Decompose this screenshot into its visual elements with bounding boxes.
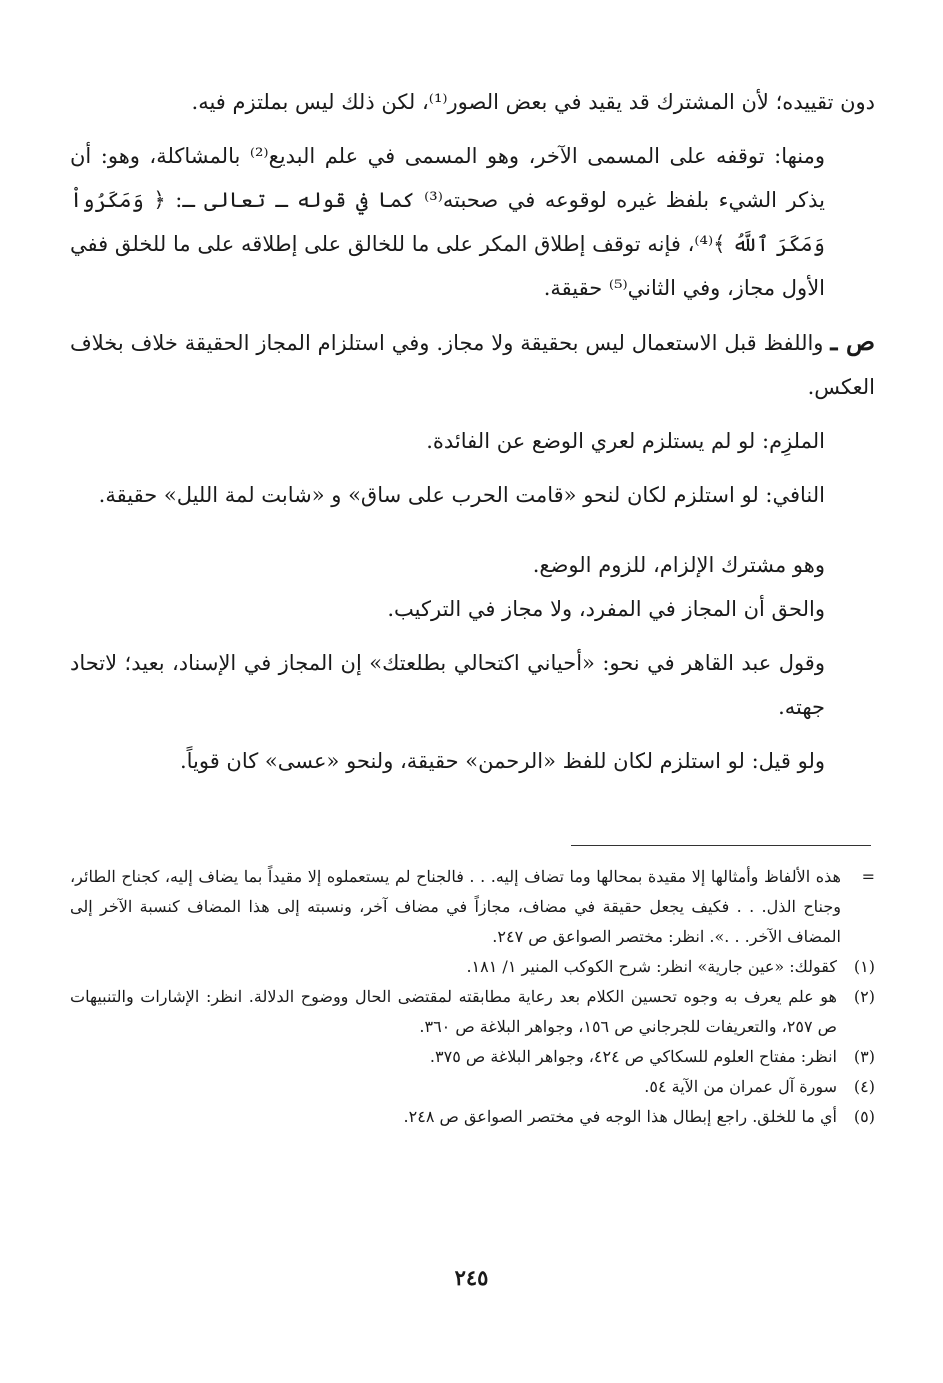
footnote-number: (٣) — [853, 1047, 875, 1066]
footnote-text: أي ما للخلق. راجع إبطال هذا الوجه في مختصر الصواعق ص ٢٤٨. — [403, 1107, 837, 1126]
footnote-continuation — [70, 862, 875, 952]
footnote-text: هو علم يعرف به وجوه تحسين الكلام بعد رعاية مطابقته لمقتضى الحال ووضوح الدلالة. انظر: الإشارات والتنبيهات ص ٢٥٧، والتعريفات للجرجاني ص ١٥٦، وجواهر البلاغة ص ٣٦٠. — [70, 987, 837, 1036]
paragraph-6: وهو مشترك الإلزام، للزوم الوضع. — [532, 553, 825, 577]
continuation-text: هذه الألفاظ وأمثالها إلا مقيدة بمحالها وما تضاف إليه. . . فالجناح لم يستعملوه إلا مقيداً بما يضاف إليه، كجناح الطائر، وجناح الذل. . . فكيف يجعل حقيقة في مضاف، مجازاً في مضاف آخر، ونسبته إلى هذا المضاف كنسبة الآخر إلى المضاف الآخر. . .». انظر: مختصر الصواعق ص ٢٤٧. — [70, 867, 841, 946]
footnote-number: (٢) — [853, 987, 875, 1006]
footnotes — [70, 862, 875, 1132]
continuation-mark: = — [861, 867, 875, 886]
paragraph-9: ولو قيل: لو استلزم لكان للفظ «الرحمن» حقيقة، ولنحو «عسى» كان قوياً. — [179, 749, 825, 773]
footnote-text: كقولك: «عين جارية» انظر: شرح الكوكب المنير ١/ ١٨١. — [466, 957, 837, 976]
section-letter: ص ـ — [830, 327, 875, 356]
main-text — [70, 80, 875, 783]
footnote-text: سورة آل عمران من الآية ٥٤. — [644, 1077, 837, 1096]
footnote-item — [70, 1042, 875, 1072]
footnote-text: انظر: مفتاح العلوم للسكاكي ص ٤٢٤، وجواهر البلاغة ص ٣٧٥. — [429, 1047, 837, 1066]
footnote-item — [70, 982, 875, 1042]
footnote-separator — [571, 845, 871, 846]
paragraph-3 — [70, 320, 875, 409]
footnote-number: (١) — [853, 957, 875, 976]
page-number: ٢٤٥ — [454, 1265, 489, 1290]
footnote-number: (٥) — [853, 1107, 875, 1126]
paragraph-8: وقول عبد القاهر في نحو: «أحياني اكتحالي بطلعتك» إن المجاز في الإسناد، بعيد؛ لاتحاد جهته. — [70, 651, 825, 719]
paragraph-3-text: واللفظ قبل الاستعمال ليس بحقيقة ولا مجاز. وفي استلزام المجاز الحقيقة خلاف بخلاف العكس. — [70, 331, 875, 399]
footnote-item — [70, 952, 875, 982]
footnote-number: (٤) — [853, 1077, 875, 1096]
paragraph-4: الملزِم: لو لم يستلزم لعري الوضع عن الفائدة. — [426, 429, 825, 453]
paragraph-5: النافي: لو استلزم لكان لنحو «قامت الحرب على ساق» و «شابت لمة الليل» حقيقة. — [98, 483, 825, 507]
footnote-item — [70, 1072, 875, 1102]
footnote-item — [70, 1102, 875, 1132]
paragraph-2: ومنها: توقفه على المسمى الآخر، وهو المسمى في علم البديع⁽²⁾ بالمشاكلة، وهو: أن يذكر الشيء بلفظ غيره لوقوعه في صحبته⁽³⁾ كما في قوله ـ تعالى ـ: ﴿ وَمَكَرُواْ وَمَكَرَ ٱللَّهُ ﴾⁽⁴⁾، فإنه توقف إطلاق المكر على ما للخالق على إطلاقه على ما للخلق ففي الأول مجاز، وفي الثاني⁽⁵⁾ حقيقة. — [70, 144, 825, 300]
paragraph-1: دون تقييده؛ لأن المشترك قد يقيد في بعض الصور⁽¹⁾، لكن ذلك ليس بملتزم فيه. — [191, 90, 875, 114]
paragraph-7: والحق أن المجاز في المفرد، ولا مجاز في التركيب. — [387, 597, 825, 621]
